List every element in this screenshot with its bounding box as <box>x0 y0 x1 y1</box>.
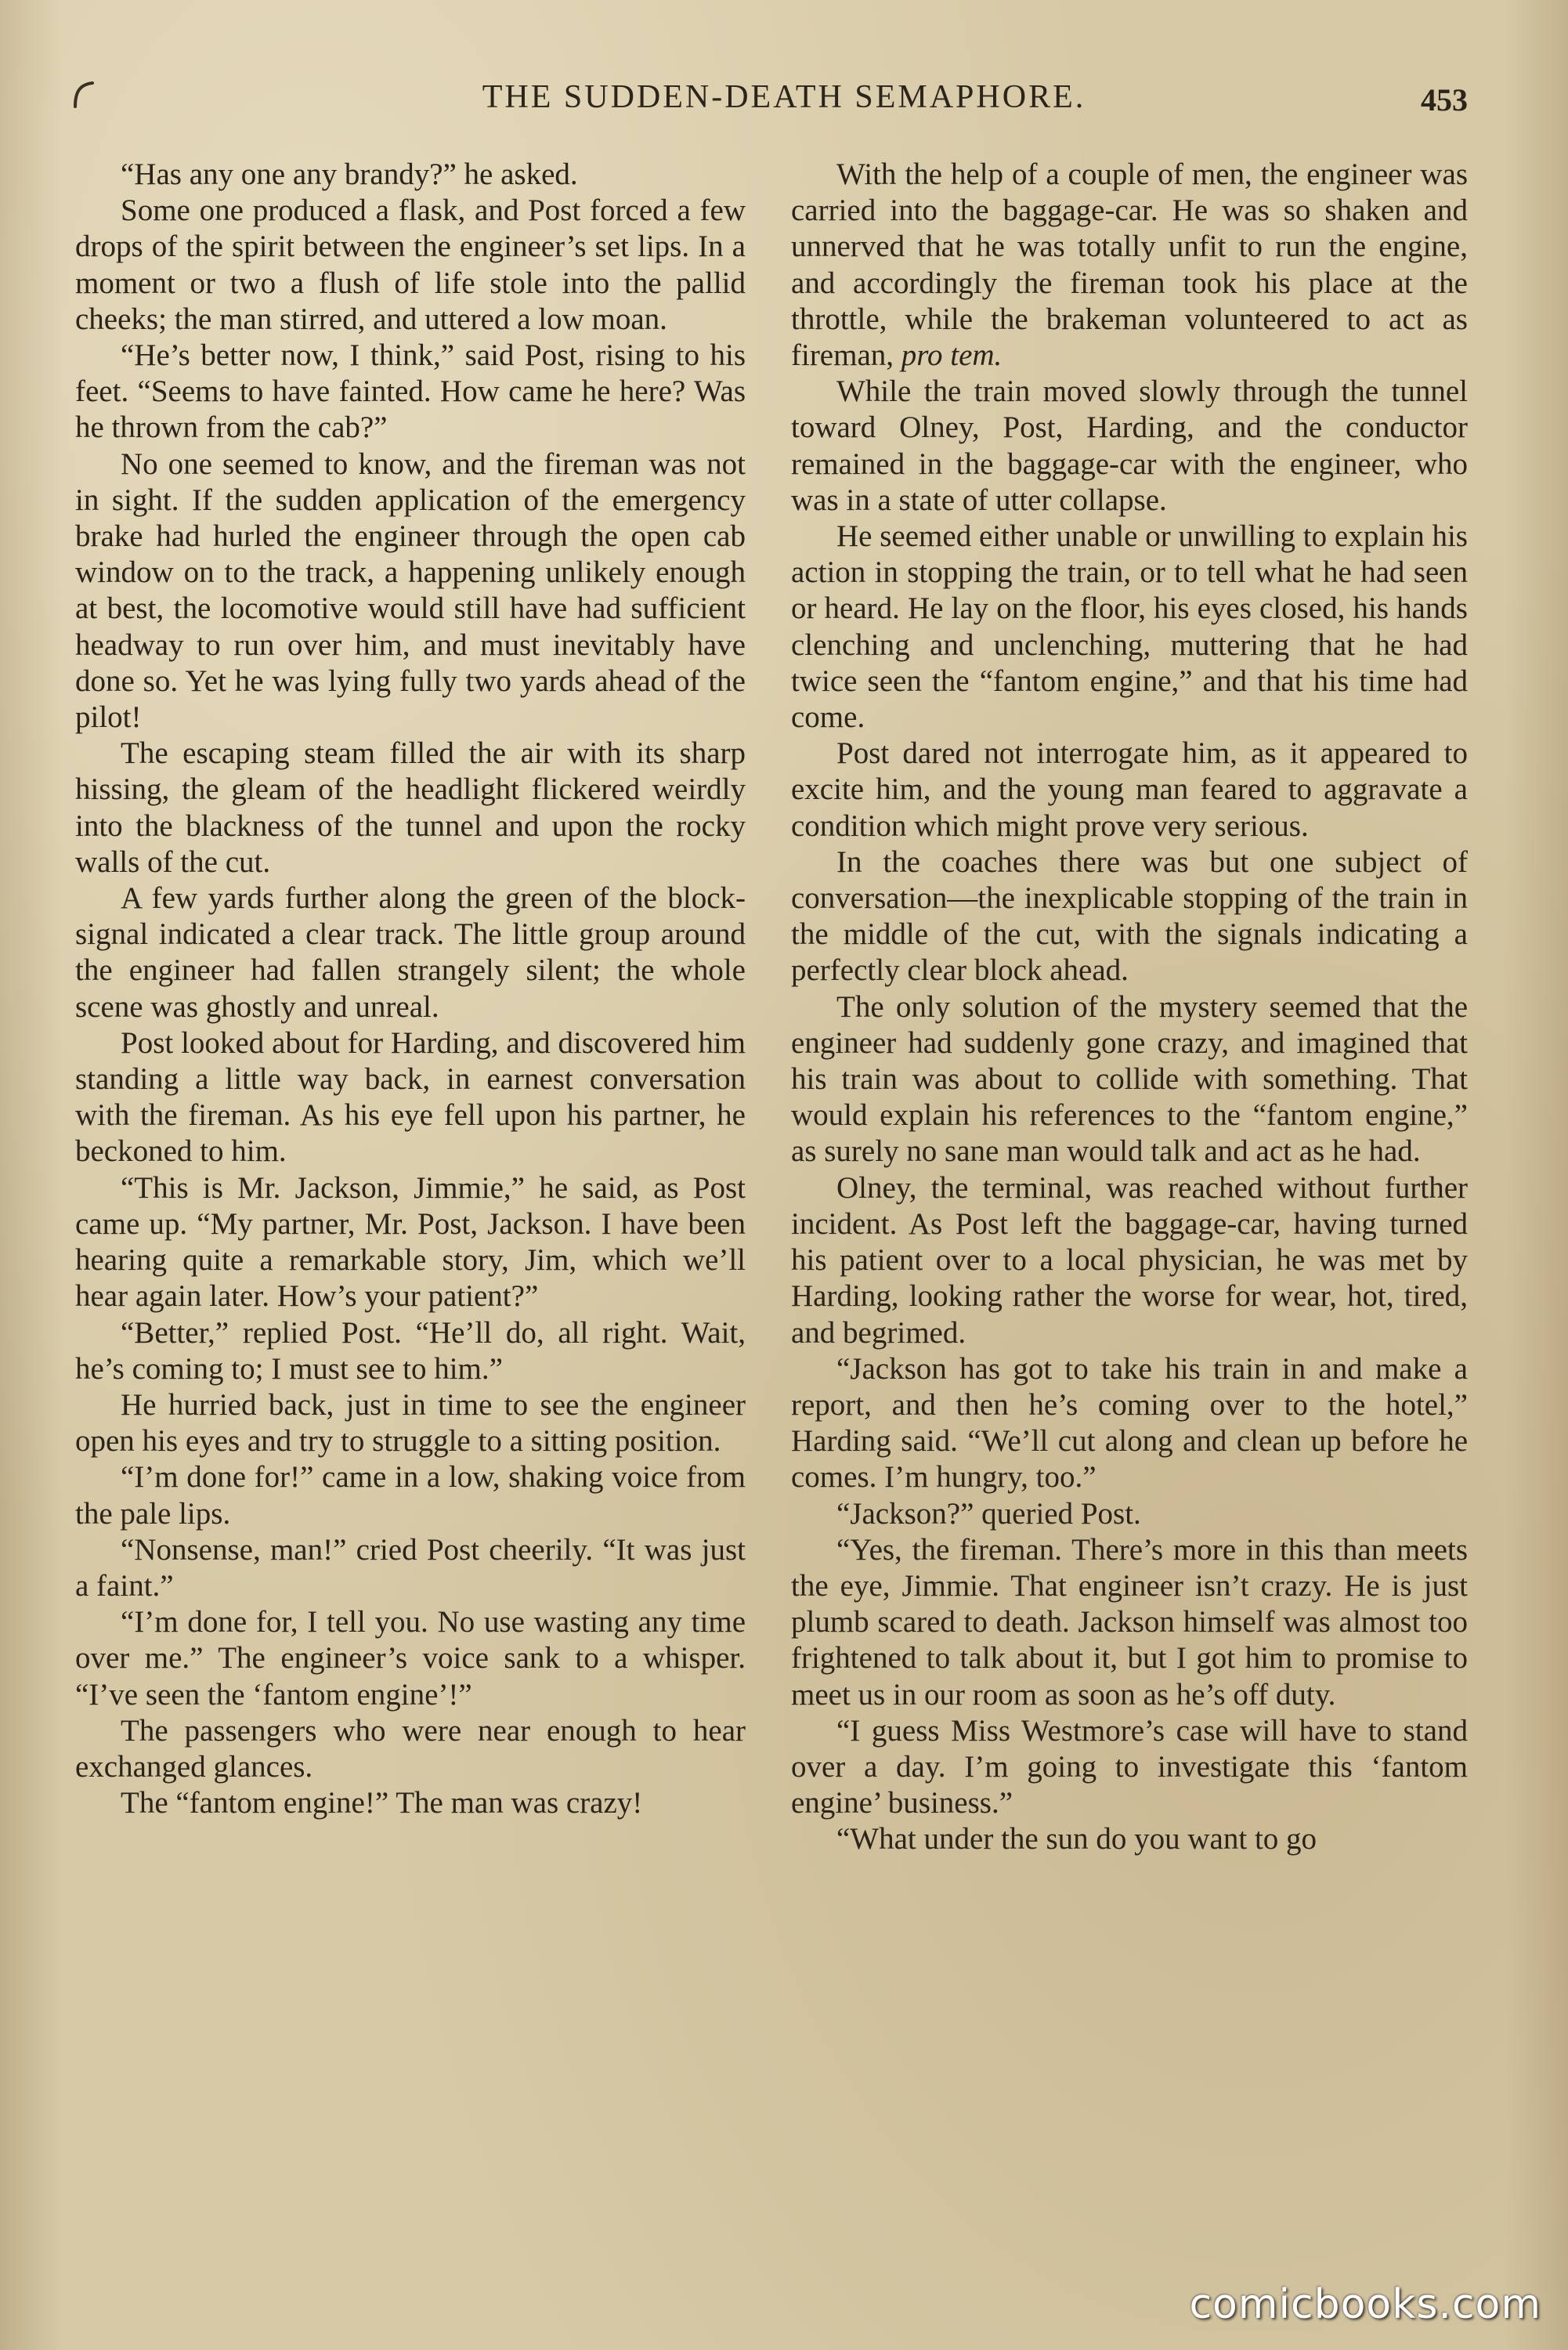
paragraph: “Jackson?” queried Post. <box>836 1496 1141 1531</box>
paragraph: The passengers who were near enough to hear exchanged glances. <box>75 1713 746 1784</box>
right-column <box>791 157 1468 2272</box>
paragraph: Post looked about for Harding, and discovered him standing a little way back, in earnest conversation with the fireman. As his eye fell upon his partner, he beckoned to him. <box>75 1025 746 1169</box>
paragraph: He seemed either unable or unwilling to explain his action in stopping the train, or to tell what he had seen or heard. He lay on the floor, his eyes closed, his hands clenching and unclenching, muttering that he had twice seen the “fantom engine,” and that his time had come. <box>791 519 1468 735</box>
paragraph: “I guess Miss Westmore’s case will have to stand over a day. I’m going to investigate this ‘fantom engine’ business.” <box>791 1713 1468 1820</box>
page-header <box>0 78 1568 125</box>
paragraph <box>791 157 1468 374</box>
paragraph-text: With the help of a couple of men, the engineer was carried into the baggage-car. He was so shaken and unnerved that he was totally unfit to run the engine, and accordingly the fireman took his place at the throttle, while the brakeman volunteered to act as fireman, <box>791 157 1468 373</box>
paragraph: A few yards further along the green of the block-signal indicated a clear track. The little group around the engineer had fallen strangely silent; the whole scene was ghostly and unreal. <box>75 881 746 1024</box>
paragraph: While the train moved slowly through the tunnel toward Olney, Post, Harding, and the conductor remained in the baggage-car with the engineer, who was in a state of utter collapse. <box>791 374 1468 517</box>
paragraph: The only solution of the mystery seemed that the engineer had suddenly gone crazy, and imagined that his train was about to collide with something. That would explain his references to the “fantom engine,” as surely no sane man would talk and act as he had. <box>791 989 1468 1169</box>
italic-phrase: pro tem. <box>901 338 1003 373</box>
paragraph: In the coaches there was but one subject of conversation—the inexplicable stopping of the train in the middle of the cut, with the signals indicating a perfectly clear block ahead. <box>791 844 1468 988</box>
pencil-mark-icon <box>72 80 96 108</box>
paragraph: “Nonsense, man!” cried Post cheerily. “It was just a faint.” <box>75 1532 746 1603</box>
paragraph: “Better,” replied Post. “He’ll do, all right. Wait, he’s coming to; I must see to him.” <box>75 1315 746 1386</box>
paragraph: “What under the sun do you want to go <box>836 1822 1317 1856</box>
paragraph: “Jackson has got to take his train in and make a report, and then he’s coming over to the hotel,” Harding said. “We’ll cut along and clean up before he comes. I’m hungry, too.” <box>791 1351 1468 1495</box>
page-number: 453 <box>1421 82 1468 118</box>
paragraph: Post dared not interrogate him, as it appeared to excite him, and the young man feared to aggravate a condition which might prove very serious. <box>791 736 1468 843</box>
paragraph: Olney, the terminal, was reached without further incident. As Post left the baggage-car, having turned his patient over to a local physician, he was met by Harding, looking rather the worse for wear, hot, tired, and begrimed. <box>791 1170 1468 1350</box>
site-watermark: comicbooks.com <box>1189 2281 1541 2328</box>
paragraph: “Yes, the fireman. There’s more in this than meets the eye, Jimmie. That engineer isn’t crazy. He is just plumb scared to death. Jackson himself was almost too frightened to talk about it, but I got him to promise to meet us in our room as soon as he’s off duty. <box>791 1532 1468 1712</box>
paragraph: The escaping steam filled the air with its sharp hissing, the gleam of the headlight flickered weirdly into the blackness of the tunnel and upon the rocky walls of the cut. <box>75 736 746 879</box>
paragraph: Some one produced a flask, and Post forced a few drops of the spirit between the engineer’s set lips. In a moment or two a flush of life stole into the pallid cheeks; the man stirred, and uttered a low moan. <box>75 193 746 336</box>
left-column <box>75 157 746 2272</box>
paragraph: “This is Mr. Jackson, Jimmie,” he said, as Post came up. “My partner, Mr. Post, Jackson. I have been hearing quite a remarkable story, Jim, which we’ll hear again later. How’s your patient?” <box>75 1170 746 1314</box>
running-head: THE SUDDEN-DEATH SEMAPHORE. <box>482 79 1086 115</box>
paragraph: “He’s better now, I think,” said Post, rising to his feet. “Seems to have fainted. How came he here? Was he thrown from the cab?” <box>75 338 746 445</box>
paragraph: “I’m done for, I tell you. No use wasting any time over me.” The engineer’s voice sank to a whisper. “I’ve seen the ‘fantom engine’!” <box>75 1605 746 1712</box>
paragraph: He hurried back, just in time to see the engineer open his eyes and try to struggle to a sitting position. <box>75 1387 746 1459</box>
paragraph: No one seemed to know, and the fireman was not in sight. If the sudden application of the emergency brake had hurled the engineer through the open cab window on to the track, a happening unlikely enough at best, the locomotive would still have had sufficient headway to run over him, and must inevitably have done so. Yet he was lying fully two yards ahead of the pilot! <box>75 446 746 735</box>
paragraph: The “fantom engine!” The man was crazy! <box>121 1786 643 1820</box>
paragraph: “Has any one any brandy?” he asked. <box>121 157 578 191</box>
paragraph: “I’m done for!” came in a low, shaking voice from the pale lips. <box>75 1460 746 1531</box>
